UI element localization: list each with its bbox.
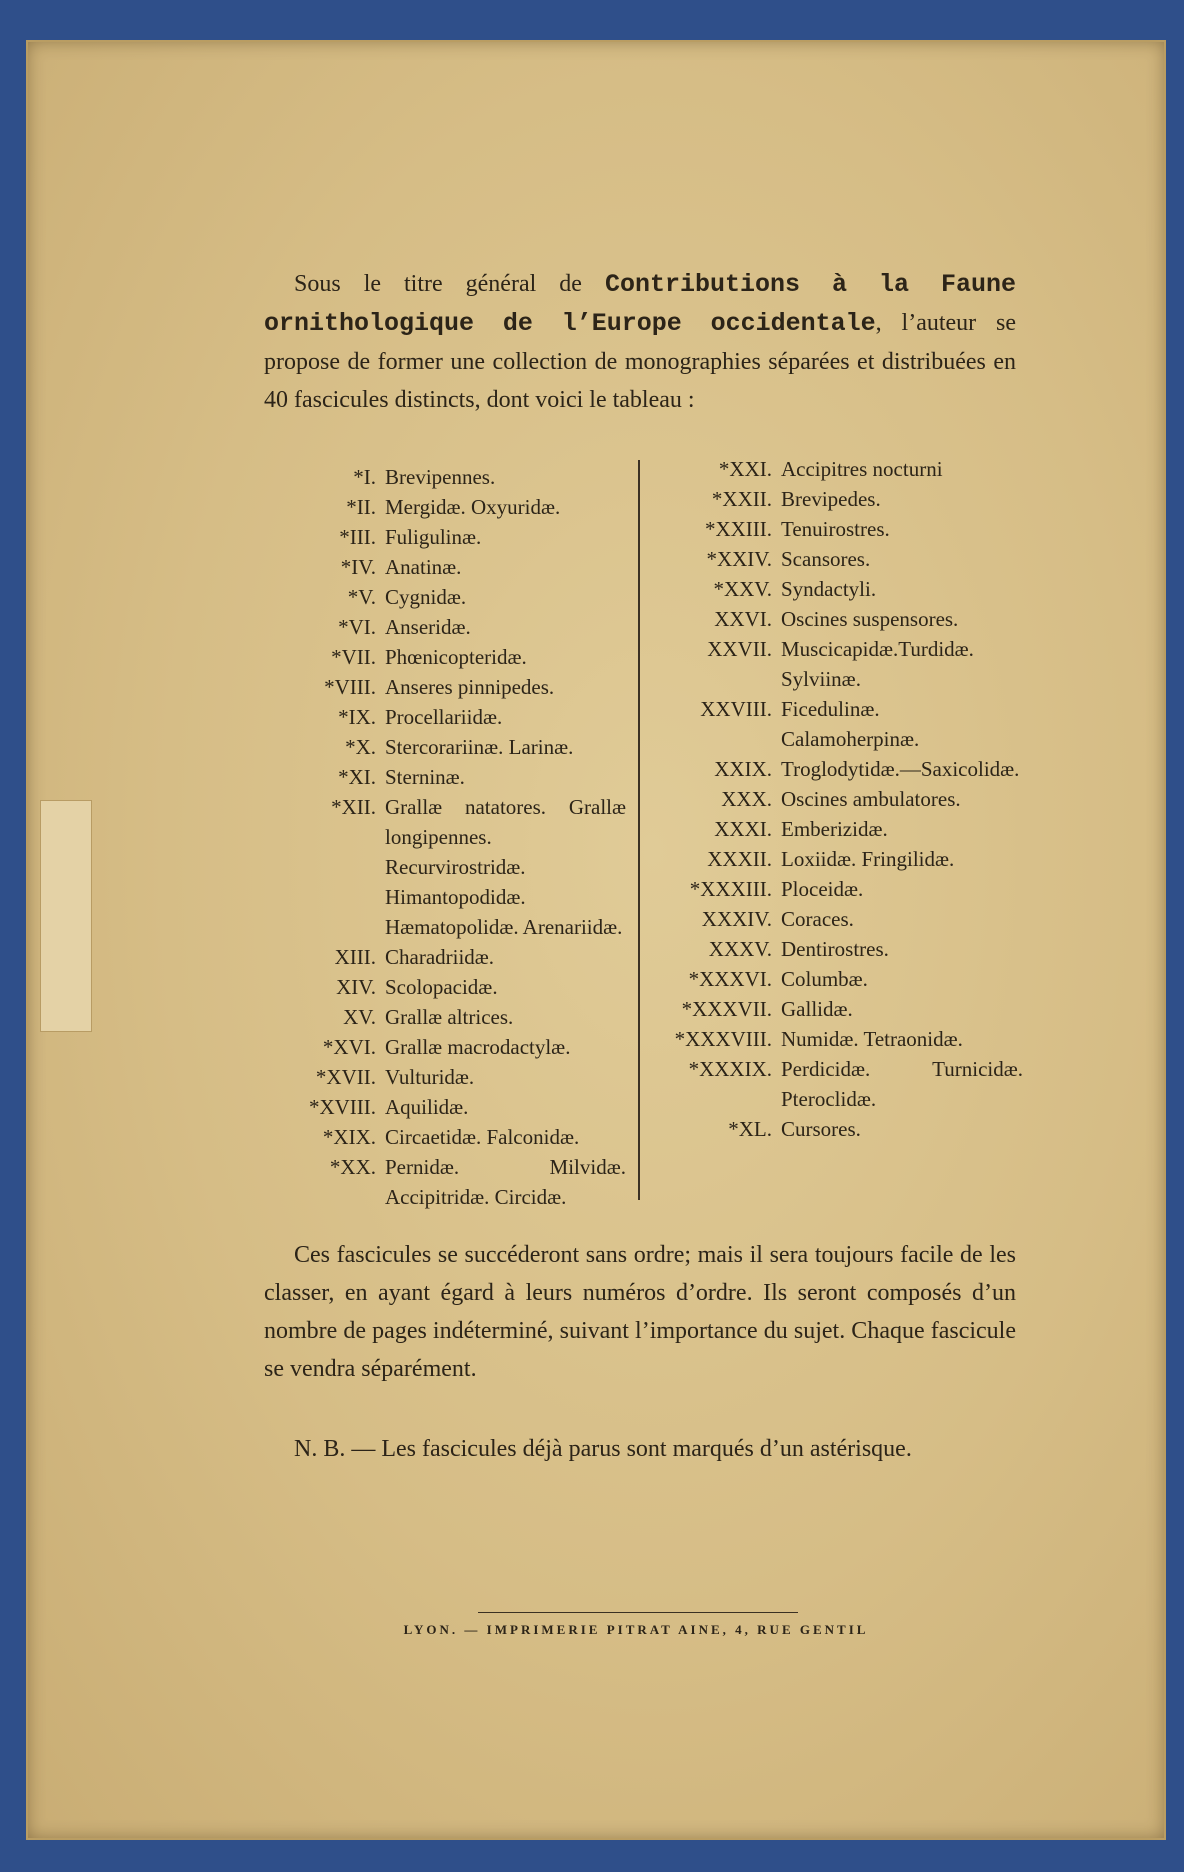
- fascicule-name: Ficedulinæ. Calamoherpinæ.: [781, 697, 920, 751]
- fascicule-entry: [648, 784, 1023, 814]
- fascicule-number: *XIX.: [322, 1125, 376, 1149]
- fascicule-name: Gallidæ.: [781, 997, 853, 1021]
- fascicule-entry: [264, 762, 626, 792]
- column-divider: [638, 460, 640, 1200]
- fascicule-number: *XXV.: [713, 577, 772, 601]
- fascicule-name: Circaetidæ. Falconidæ.: [385, 1125, 580, 1149]
- fascicule-entry: [264, 552, 626, 582]
- fascicule-name: Anseres pinnipedes.: [385, 675, 555, 699]
- fascicule-name: Coraces.: [781, 907, 854, 931]
- fascicule-entry: [264, 1002, 626, 1032]
- fascicule-number: XXXII.: [707, 847, 772, 871]
- fascicule-name: Loxiidæ. Fringilidæ.: [781, 847, 955, 871]
- fascicule-entry: [264, 1092, 626, 1122]
- fascicule-entry: [264, 672, 626, 702]
- fascicule-name: Phœnicopteridæ.: [385, 645, 527, 669]
- fascicule-number: XXVI.: [714, 607, 772, 631]
- fascicule-name: Tenuirostres.: [781, 517, 890, 541]
- fascicule-number: *III.: [339, 525, 376, 549]
- fascicule-entry: [264, 1122, 626, 1152]
- fascicule-name: Accipitres nocturni: [781, 457, 943, 481]
- fascicule-number: *V.: [347, 585, 376, 609]
- fascicule-name: Stercorariinæ. Larinæ.: [385, 735, 574, 759]
- fascicule-number: *XVIII.: [308, 1095, 376, 1119]
- fascicule-name: Brevipennes.: [385, 465, 496, 489]
- fascicule-name: Oscines suspensores.: [781, 607, 959, 631]
- fascicule-number: *XXXVIII.: [674, 1027, 772, 1051]
- fascicule-name: Scolopacidæ.: [385, 975, 498, 999]
- fascicule-name: Anatinæ.: [385, 555, 462, 579]
- fascicule-name: Mergidæ. Oxyuridæ.: [385, 495, 561, 519]
- fascicule-number: XXVII.: [707, 637, 772, 661]
- fascicule-entry: [648, 1024, 1023, 1054]
- fascicule-entry: [648, 574, 1023, 604]
- fascicule-name: Numidæ. Tetraonidæ.: [781, 1027, 963, 1051]
- ordering-paragraph: Ces fascicules se succéderont sans ordre; mais il sera toujours facile de les classer, en ayant égard à leurs numéros d’ordre. Ils seront composés d’un nombre de pages indéterminé, suivant l’importance du sujet. Chaque fascicule se vendra séparément.: [264, 1242, 1016, 1382]
- fascicule-number: *XXIII.: [704, 517, 772, 541]
- fascicule-number: *XXXVII.: [681, 997, 772, 1021]
- fascicule-number: *XII.: [331, 795, 376, 819]
- back-cover-page: [26, 40, 1166, 1840]
- fascicule-name: Vulturidæ.: [385, 1065, 475, 1089]
- fascicule-number: *XXXIII.: [689, 877, 772, 901]
- fascicule-name: Grallæ macrodactylæ.: [385, 1035, 571, 1059]
- fascicule-number: XXXIV.: [701, 907, 772, 931]
- fascicule-number: *XXII.: [711, 487, 772, 511]
- fascicule-entry: [648, 814, 1023, 844]
- fascicule-number: XXXI.: [714, 817, 772, 841]
- fascicule-entry: [264, 792, 626, 942]
- fascicule-number: *XVII.: [315, 1065, 376, 1089]
- fascicule-entry: [648, 934, 1023, 964]
- intro-suffix: , l’auteur se propose de former une collection de monographies séparées et distribuées en 40 fascicules distincts, dont voici le tableau :: [264, 310, 1017, 413]
- fascicule-number: XXIX.: [714, 757, 772, 781]
- fascicule-name: Ploceidæ.: [781, 877, 864, 901]
- fascicule-number: *I.: [353, 465, 376, 489]
- fascicule-entry: [264, 612, 626, 642]
- fascicule-entry: [264, 522, 626, 552]
- fascicule-list-left: [264, 462, 626, 1212]
- fascicule-entry: [648, 484, 1023, 514]
- fascicule-number: *XXXVI.: [688, 967, 772, 991]
- fascicule-list-right: [648, 454, 1023, 1144]
- fascicule-entry: [264, 1032, 626, 1062]
- fascicule-entry: [264, 1152, 626, 1212]
- fascicule-number: *X.: [345, 735, 376, 759]
- fascicule-number: *IV.: [340, 555, 376, 579]
- fascicule-name: Emberizidæ.: [781, 817, 888, 841]
- fascicule-entry: [648, 514, 1023, 544]
- fascicule-number: *VII.: [331, 645, 376, 669]
- fascicule-name: Dentirostres.: [781, 937, 889, 961]
- fascicule-name: Cursores.: [781, 1117, 861, 1141]
- fascicule-number: *XXXIX.: [688, 1057, 772, 1081]
- fascicule-number: *IX.: [338, 705, 376, 729]
- fascicule-number: *XL.: [728, 1117, 772, 1141]
- fascicule-name: Troglodytidæ.—Saxicolidæ.: [781, 757, 1020, 781]
- fascicule-name: Aquilidæ.: [385, 1095, 469, 1119]
- fascicule-name: Pernidæ. Milvidæ. Accipitridæ. Circidæ.: [385, 1155, 626, 1209]
- fascicule-number: *XI.: [338, 765, 376, 789]
- fascicule-entry: [264, 642, 626, 672]
- fascicule-name: Perdicidæ. Turnicidæ. Pteroclidæ.: [781, 1057, 1023, 1111]
- torn-paper-patch: [40, 800, 92, 1032]
- fascicule-entry: [648, 904, 1023, 934]
- fascicule-name: Procellariidæ.: [385, 705, 503, 729]
- intro-prefix: Sous le titre général de: [294, 271, 605, 297]
- fascicule-entry: [648, 1054, 1023, 1114]
- fascicule-name: Fuligulinæ.: [385, 525, 482, 549]
- fascicule-name: Anseridæ.: [385, 615, 471, 639]
- fascicule-entry: [264, 462, 626, 492]
- fascicule-entry: [648, 1114, 1023, 1144]
- fascicule-entry: [648, 604, 1023, 634]
- fascicule-entry: [648, 994, 1023, 1024]
- fascicule-name: Columbæ.: [781, 967, 868, 991]
- fascicule-name: Grallæ altrices.: [385, 1005, 514, 1029]
- series-title: Contributions à la Faune ornithologique de l’Europe occidentale: [264, 270, 1016, 338]
- fascicule-name: Syndactyli.: [781, 577, 877, 601]
- fascicule-entry: [264, 702, 626, 732]
- fascicule-name: Muscicapidæ.Turdidæ. Sylviinæ.: [781, 637, 974, 691]
- imprint-rule: [478, 1612, 798, 1613]
- fascicule-name: Grallæ natatores. Grallæ longipennes. Recurvirostridæ. Himantopodidæ. Hæmatopolidæ. Arenariidæ.: [385, 795, 626, 939]
- intro-paragraph: [264, 265, 1016, 419]
- fascicule-entry: [648, 874, 1023, 904]
- fascicule-entry: [264, 732, 626, 762]
- fascicule-entry: [264, 942, 626, 972]
- fascicule-number: *XXIV.: [706, 547, 772, 571]
- fascicule-number: *XVI.: [322, 1035, 376, 1059]
- fascicule-name: Brevipedes.: [781, 487, 881, 511]
- fascicule-number: XIII.: [334, 945, 376, 969]
- fascicule-entry: [648, 544, 1023, 574]
- fascicule-number: XXVIII.: [700, 697, 772, 721]
- fascicule-entry: [648, 634, 1023, 694]
- fascicule-number: *XX.: [329, 1155, 376, 1179]
- printer-imprint: LYON. — IMPRIMERIE PITRAT AINE, 4, RUE GENTIL: [403, 1622, 869, 1637]
- fascicule-number: XIV.: [336, 975, 376, 999]
- fascicule-number: *II.: [346, 495, 376, 519]
- nota-bene: N. B. — Les fascicules déjà parus sont marqués d’un astérisque.: [294, 1436, 912, 1462]
- fascicule-name: Scansores.: [781, 547, 871, 571]
- fascicule-number: *XXI.: [718, 457, 772, 481]
- fascicule-entry: [264, 972, 626, 1002]
- fascicule-number: *VI.: [338, 615, 376, 639]
- fascicule-entry: [648, 754, 1023, 784]
- fascicule-entry: [264, 492, 626, 522]
- fascicule-name: Sterninæ.: [385, 765, 465, 789]
- fascicule-number: XXXV.: [708, 937, 772, 961]
- fascicule-entry: [648, 454, 1023, 484]
- fascicule-entry: [648, 694, 1023, 754]
- fascicule-entry: [264, 582, 626, 612]
- fascicule-number: *VIII.: [324, 675, 376, 699]
- fascicule-number: XXX.: [721, 787, 772, 811]
- fascicule-entry: [648, 844, 1023, 874]
- fascicule-name: Cygnidæ.: [385, 585, 467, 609]
- fascicule-name: Oscines ambulatores.: [781, 787, 961, 811]
- fascicule-entry: [264, 1062, 626, 1092]
- fascicule-number: XV.: [343, 1005, 376, 1029]
- fascicule-entry: [648, 964, 1023, 994]
- fascicule-name: Charadriidæ.: [385, 945, 495, 969]
